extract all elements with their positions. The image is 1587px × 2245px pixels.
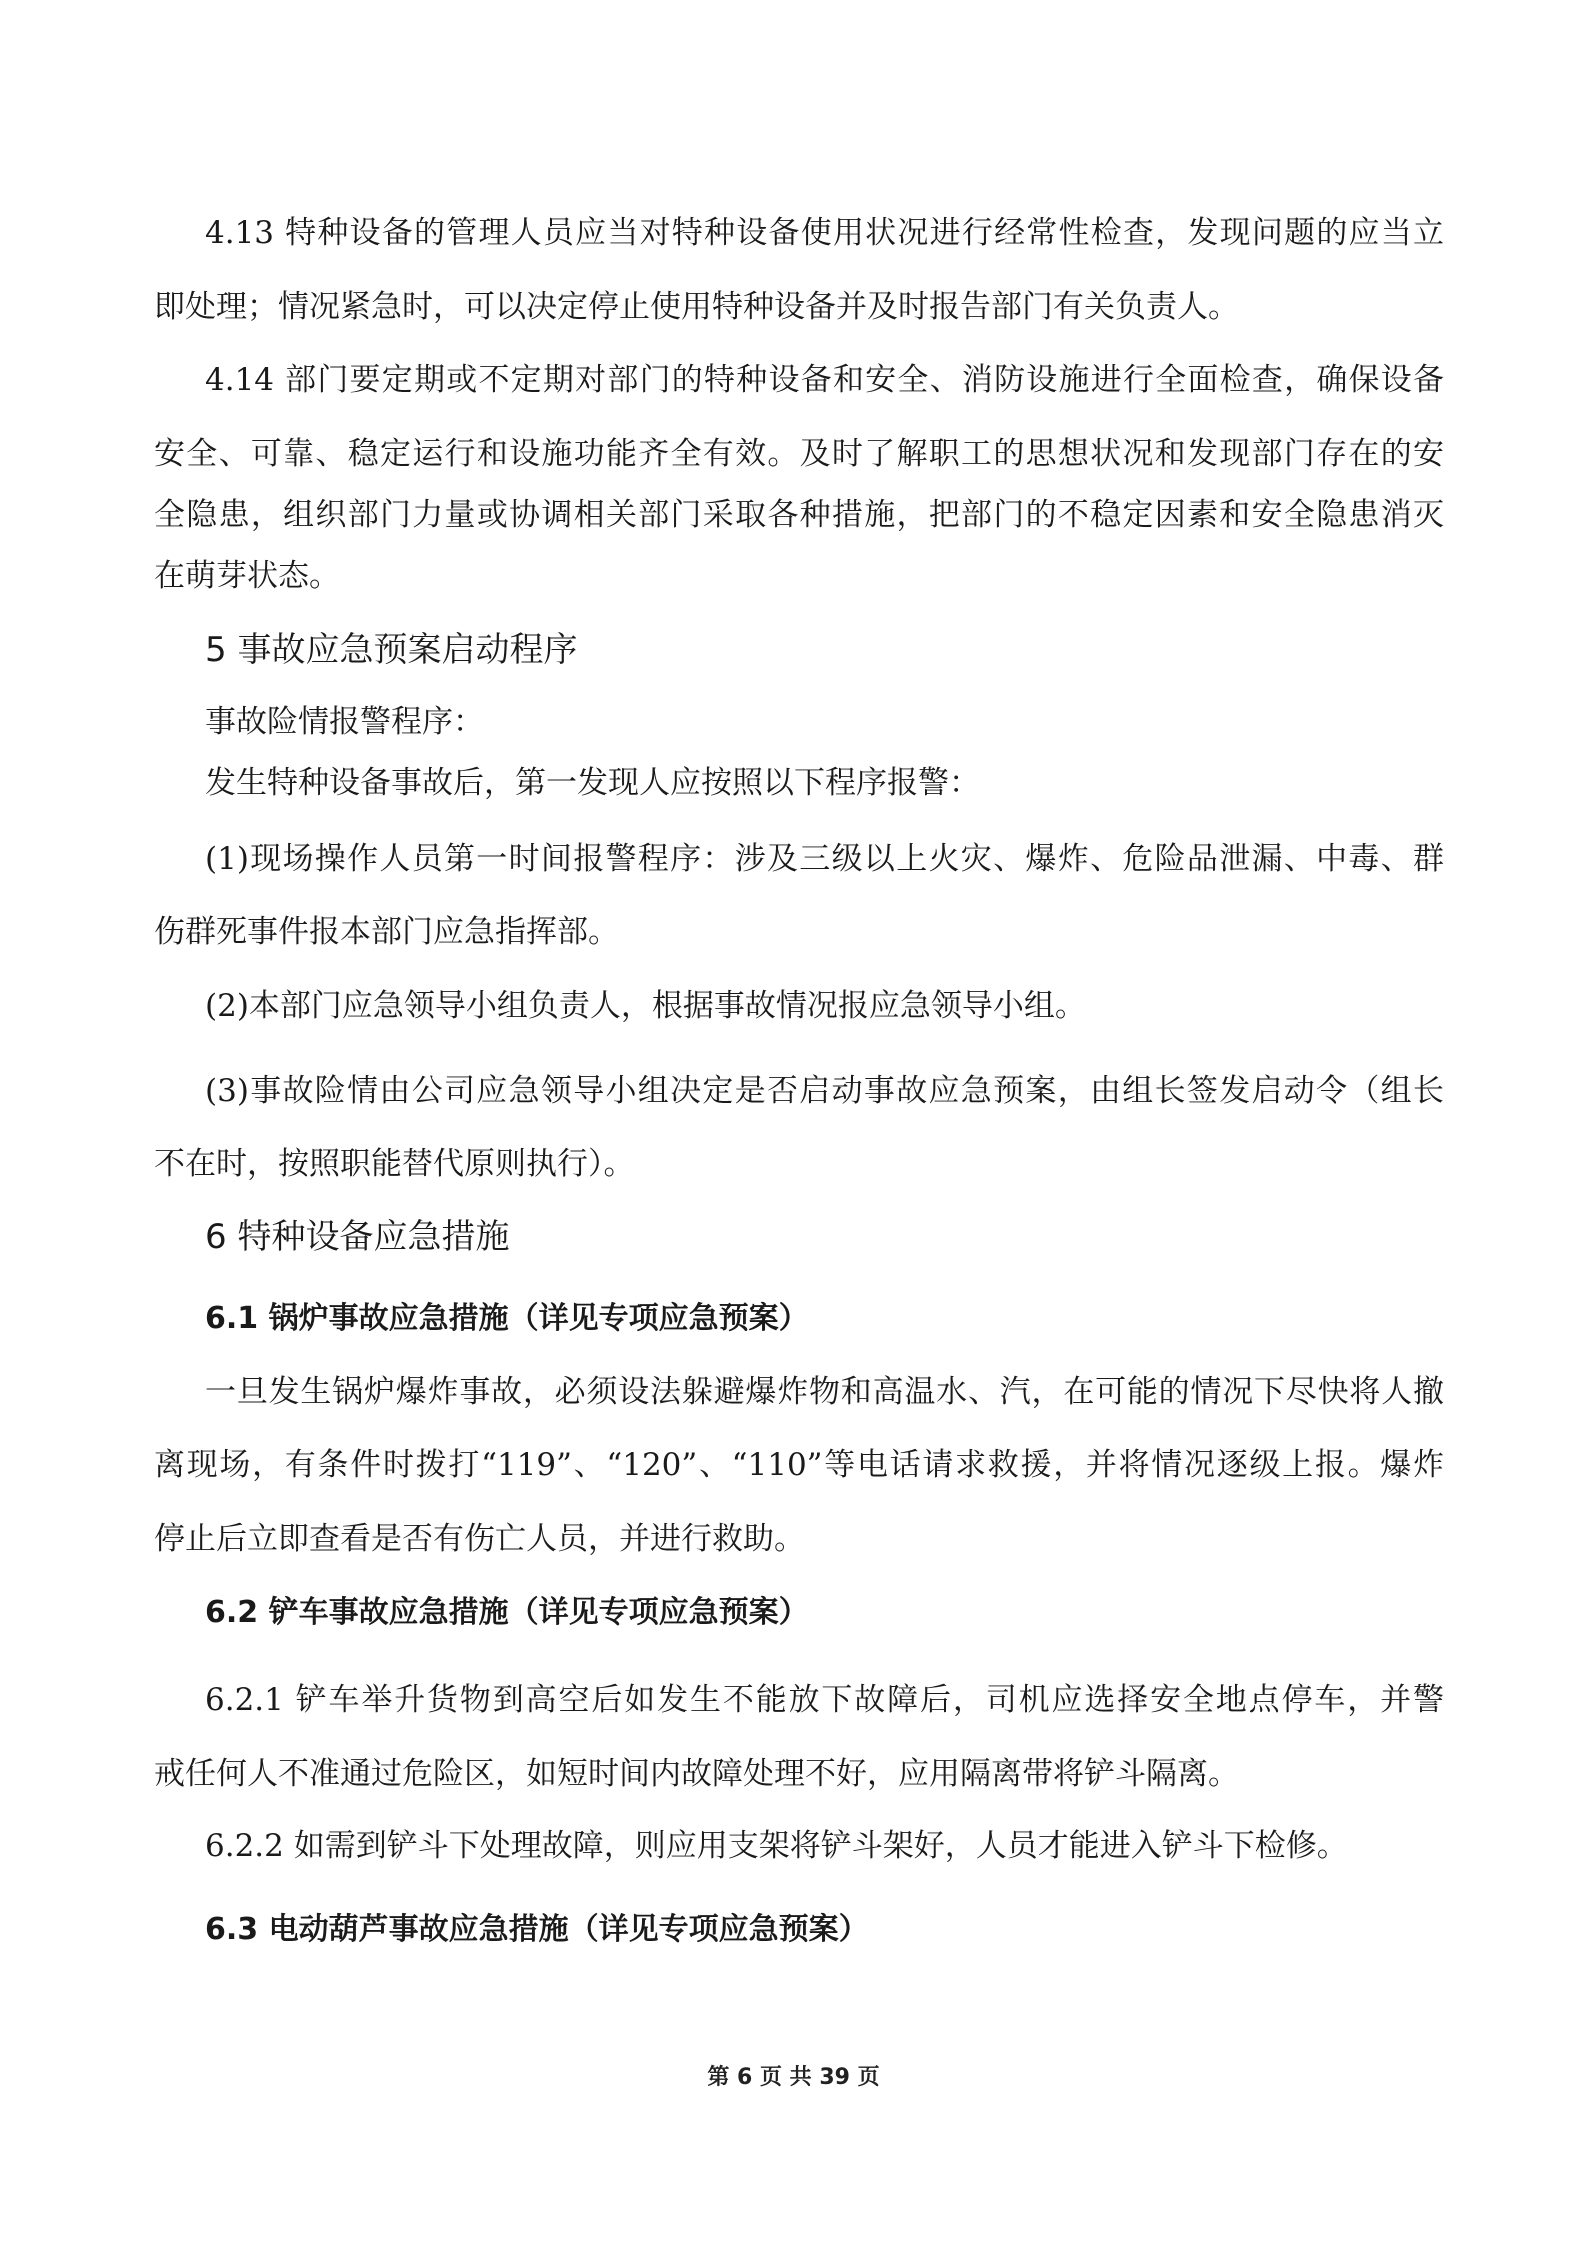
paragraph-line: 6.2.2 如需到铲斗下处理故障，则应用支架将铲斗架好，人员才能进入铲斗下检修。 (205, 1828, 1348, 1864)
list-item-line: 不在时，按照职能替代原则执行）。 (154, 1146, 635, 1182)
paragraph-line: 停止后立即查看是否有伤亡人员，并进行救助。 (154, 1521, 805, 1557)
paragraph-line: 4.13 特种设备的管理人员应当对特种设备使用状况进行经常性检查，发现问题的应当立 (205, 215, 1444, 251)
paragraph-line: 戒任何人不准通过危险区，如短时间内故障处理不好，应用隔离带将铲斗隔离。 (154, 1756, 1239, 1792)
list-item-line: (1)现场操作人员第一时间报警程序：涉及三级以上火灾、爆炸、危险品泄漏、中毒、群 (205, 841, 1444, 877)
section-heading: 5 事故应急预案启动程序 (205, 630, 578, 670)
paragraph-line: 安全、可靠、稳定运行和设施功能齐全有效。及时了解职工的思想状况和发现部门存在的安 (154, 436, 1444, 472)
list-item-line: (2)本部门应急领导小组负责人，根据事故情况报应急领导小组。 (205, 988, 1086, 1024)
paragraph-line: 在萌芽状态。 (154, 558, 340, 594)
section-heading: 6 特种设备应急措施 (205, 1217, 510, 1257)
subsection-heading: 6.2 铲车事故应急措施（详见专项应急预案） (205, 1595, 809, 1630)
paragraph-line: 即处理；情况紧急时，可以决定停止使用特种设备并及时报告部门有关负责人。 (154, 289, 1239, 325)
paragraph-line: 4.14 部门要定期或不定期对部门的特种设备和安全、消防设施进行全面检查，确保设备 (205, 362, 1444, 398)
paragraph-line: 发生特种设备事故后，第一发现人应按照以下程序报警： (205, 765, 980, 801)
subsection-heading: 6.1 锅炉事故应急措施（详见专项应急预案） (205, 1301, 809, 1336)
paragraph-line: 全隐患，组织部门力量或协调相关部门采取各种措施，把部门的不稳定因素和安全隐患消灭 (154, 497, 1444, 533)
subsection-heading: 6.3 电动葫芦事故应急措施（详见专项应急预案） (205, 1912, 869, 1947)
page-footer: 第 6 页 共 39 页 (707, 2065, 880, 2090)
paragraph-line: 一旦发生锅炉爆炸事故，必须设法躲避爆炸物和高温水、汽，在可能的情况下尽快将人撤 (205, 1374, 1444, 1410)
list-item-line: 伤群死事件报本部门应急指挥部。 (154, 914, 619, 950)
list-item-line: (3)事故险情由公司应急领导小组决定是否启动事故应急预案，由组长签发启动令（组长 (205, 1073, 1444, 1109)
paragraph-line: 离现场，有条件时拨打“119”、“120”、“110”等电话请求救援，并将情况逐级上报。爆炸 (154, 1447, 1444, 1483)
paragraph-line: 事故险情报警程序： (205, 704, 484, 740)
paragraph-line: 6.2.1 铲车举升货物到高空后如发生不能放下故障后，司机应选择安全地点停车，并警 (205, 1682, 1444, 1718)
